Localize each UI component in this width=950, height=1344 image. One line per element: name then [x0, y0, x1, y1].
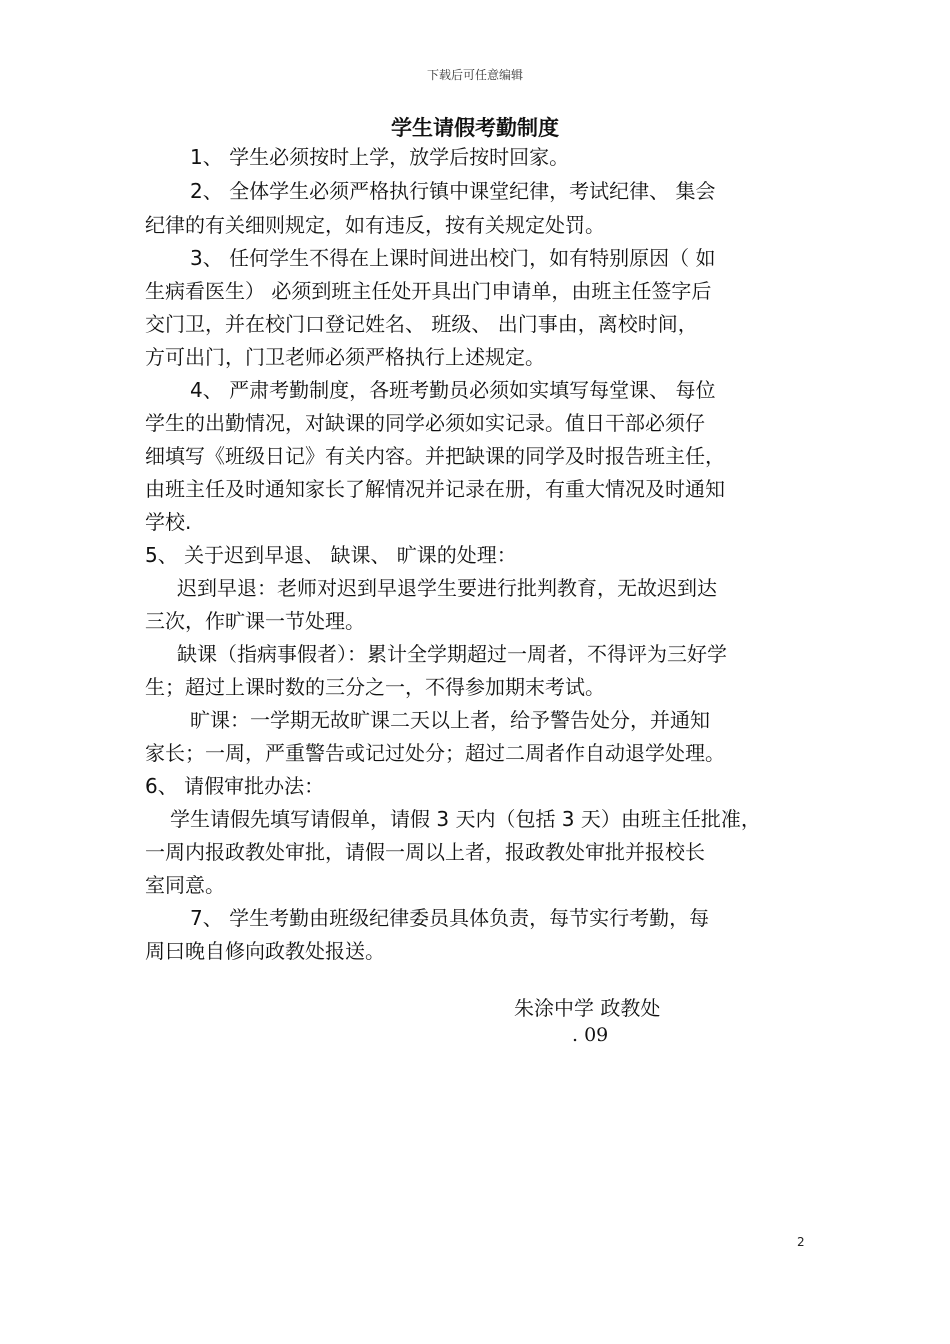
body-line: 4、 严肃考勤制度，各班考勤员必须如实填写每堂课、 每位: [190, 378, 716, 402]
body-line: 周曰晚自修向政教处报送。: [145, 939, 385, 963]
body-line: 学校.: [145, 510, 192, 534]
body-line: 3、 任何学生不得在上课时间进出校门，如有特别原因（ 如: [190, 246, 716, 270]
body-line: 生；超过上课时数的三分之一，不得参加期末考试。: [145, 675, 605, 699]
body-line: 家长；一周，严重警告或记过处分；超过二周者作自动退学处理。: [145, 741, 725, 765]
body-line: 室同意。: [145, 873, 225, 897]
body-line: 1、 学生必须按时上学，放学后按时回家。: [190, 145, 570, 169]
body-line: 迟到早退：老师对迟到早退学生要进行批判教育，无故迟到达: [177, 576, 717, 600]
body-line: 交门卫，并在校门口登记姓名、 班级、 出门事由，离校时间，: [145, 312, 698, 336]
body-line: 生病看医生） 必须到班主任处开具出门申请单，由班主任签字后: [145, 279, 712, 303]
document-title: 学生请假考勤制度: [391, 116, 559, 140]
body-line: 学生的出勤情况，对缺课的同学必须如实记录。值日干部必须仔: [145, 411, 705, 435]
body-line: 细填写《班级日记》有关内容。并把缺课的同学及时报告班主任，: [145, 444, 725, 468]
body-line: 学生请假先填写请假单，请假 3 天内（包括 3 天）由班主任批准，: [170, 807, 761, 831]
body-line: 方可出门，门卫老师必须严格执行上述规定。: [145, 345, 545, 369]
signature-date: . 09: [572, 1024, 609, 1046]
body-line: 纪律的有关细则规定，如有违反，按有关规定处罚。: [145, 213, 605, 237]
body-line: 7、 学生考勤由班级纪律委员具体负责，每节实行考勤，每: [190, 906, 710, 930]
body-line: 2、 全体学生必须严格执行镇中课堂纪律，考试纪律、 集会: [190, 179, 716, 203]
body-line: 旷课：一学期无故旷课二天以上者，给予警告处分，并通知: [190, 708, 710, 732]
body-line: 缺课（指病事假者）：累计全学期超过一周者，不得评为三好学: [177, 642, 727, 666]
body-line: 三次，作旷课一节处理。: [145, 609, 365, 633]
header-note: 下载后可任意编辑: [426, 68, 523, 82]
signature-department: 朱涂中学 政教处: [514, 996, 661, 1020]
page-number: 2: [797, 1235, 805, 1249]
body-line: 由班主任及时通知家长了解情况并记录在册，有重大情况及时通知: [145, 477, 725, 501]
body-line: 6、 请假审批办法：: [145, 774, 325, 798]
body-line: 一周内报政教处审批，请假一周以上者，报政教处审批并报校长: [145, 840, 705, 864]
body-line: 5、 关于迟到早退、 缺课、 旷课的处理：: [145, 543, 517, 567]
